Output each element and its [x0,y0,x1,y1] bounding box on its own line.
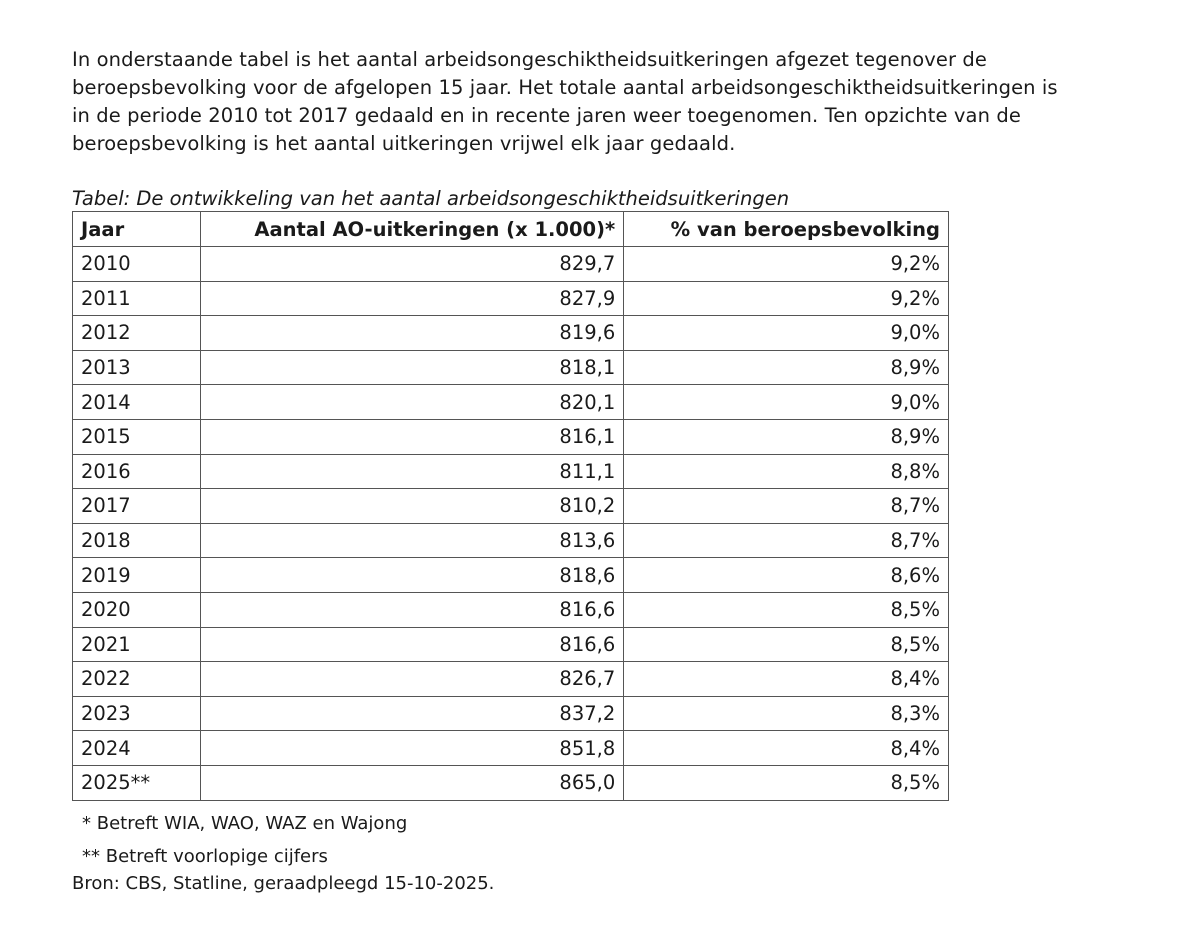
cell-percentage: 8,8% [624,454,949,489]
cell-jaar: 2013 [73,350,201,385]
cell-jaar: 2011 [73,281,201,316]
cell-percentage: 9,0% [624,385,949,420]
cell-jaar: 2023 [73,696,201,731]
cell-percentage: 8,4% [624,662,949,697]
cell-percentage: 9,0% [624,316,949,351]
table-row [73,350,949,385]
intro-paragraph [72,46,1152,158]
cell-aantal: 837,2 [200,696,623,731]
cell-aantal: 816,6 [200,627,623,662]
cell-percentage: 8,6% [624,558,949,593]
table-row [73,627,949,662]
cell-aantal: 816,1 [200,419,623,454]
table-row [73,489,949,524]
cell-aantal: 810,2 [200,489,623,524]
cell-aantal: 851,8 [200,731,623,766]
footnote-2: ** Betreft voorlopige cijfers [82,845,328,867]
cell-percentage: 8,5% [624,765,949,800]
table-header-row [73,212,949,247]
intro-line: beroepsbevolking voor de afgelopen 15 jaar. Het totale aantal arbeidsongeschiktheidsuitkeringen is [72,76,1058,99]
table-row [73,558,949,593]
intro-line: in de periode 2010 tot 2017 gedaald en in recente jaren weer toegenomen. Ten opzichte van de [72,104,1021,127]
table-row [73,523,949,558]
table-row [73,765,949,800]
cell-percentage: 8,9% [624,350,949,385]
cell-jaar: 2024 [73,731,201,766]
cell-jaar: 2010 [73,247,201,282]
cell-jaar: 2025** [73,765,201,800]
cell-aantal: 818,1 [200,350,623,385]
cell-jaar: 2017 [73,489,201,524]
document-page [72,46,1152,894]
cell-aantal: 829,7 [200,247,623,282]
table-row [73,454,949,489]
cell-aantal: 819,6 [200,316,623,351]
table-body [73,247,949,801]
ao-uitkeringen-table [72,211,949,801]
cell-percentage: 8,4% [624,731,949,766]
cell-jaar: 2014 [73,385,201,420]
table-row [73,281,949,316]
source-line: Bron: CBS, Statline, geraadpleegd 15-10-2025. [72,872,495,894]
cell-aantal: 813,6 [200,523,623,558]
table-row [73,316,949,351]
cell-jaar: 2019 [73,558,201,593]
header-jaar: Jaar [73,212,201,247]
cell-percentage: 8,7% [624,489,949,524]
cell-jaar: 2016 [73,454,201,489]
cell-percentage: 9,2% [624,247,949,282]
header-aantal: Aantal AO-uitkeringen (x 1.000)* [200,212,623,247]
cell-jaar: 2012 [73,316,201,351]
table-row [73,662,949,697]
cell-jaar: 2022 [73,662,201,697]
cell-percentage: 8,7% [624,523,949,558]
cell-percentage: 8,9% [624,419,949,454]
cell-percentage: 8,3% [624,696,949,731]
table-row [73,419,949,454]
table-row [73,731,949,766]
intro-line: beroepsbevolking is het aantal uitkeringen vrijwel elk jaar gedaald. [72,132,736,155]
cell-aantal: 865,0 [200,765,623,800]
header-percentage: % van beroepsbevolking [624,212,949,247]
table-row [73,385,949,420]
cell-percentage: 9,2% [624,281,949,316]
table-row [73,696,949,731]
cell-jaar: 2015 [73,419,201,454]
cell-aantal: 811,1 [200,454,623,489]
cell-percentage: 8,5% [624,592,949,627]
table-row [73,592,949,627]
cell-aantal: 818,6 [200,558,623,593]
cell-jaar: 2018 [73,523,201,558]
cell-jaar: 2021 [73,627,201,662]
table-caption: Tabel: De ontwikkeling van het aantal arbeidsongeschiktheidsuitkeringen [72,187,790,210]
cell-aantal: 820,1 [200,385,623,420]
cell-aantal: 826,7 [200,662,623,697]
cell-jaar: 2020 [73,592,201,627]
cell-percentage: 8,5% [624,627,949,662]
cell-aantal: 816,6 [200,592,623,627]
intro-line: In onderstaande tabel is het aantal arbeidsongeschiktheidsuitkeringen afgezet tegenover de [72,48,987,71]
footnote-1: * Betreft WIA, WAO, WAZ en Wajong [82,812,408,834]
cell-aantal: 827,9 [200,281,623,316]
table-row [73,247,949,282]
